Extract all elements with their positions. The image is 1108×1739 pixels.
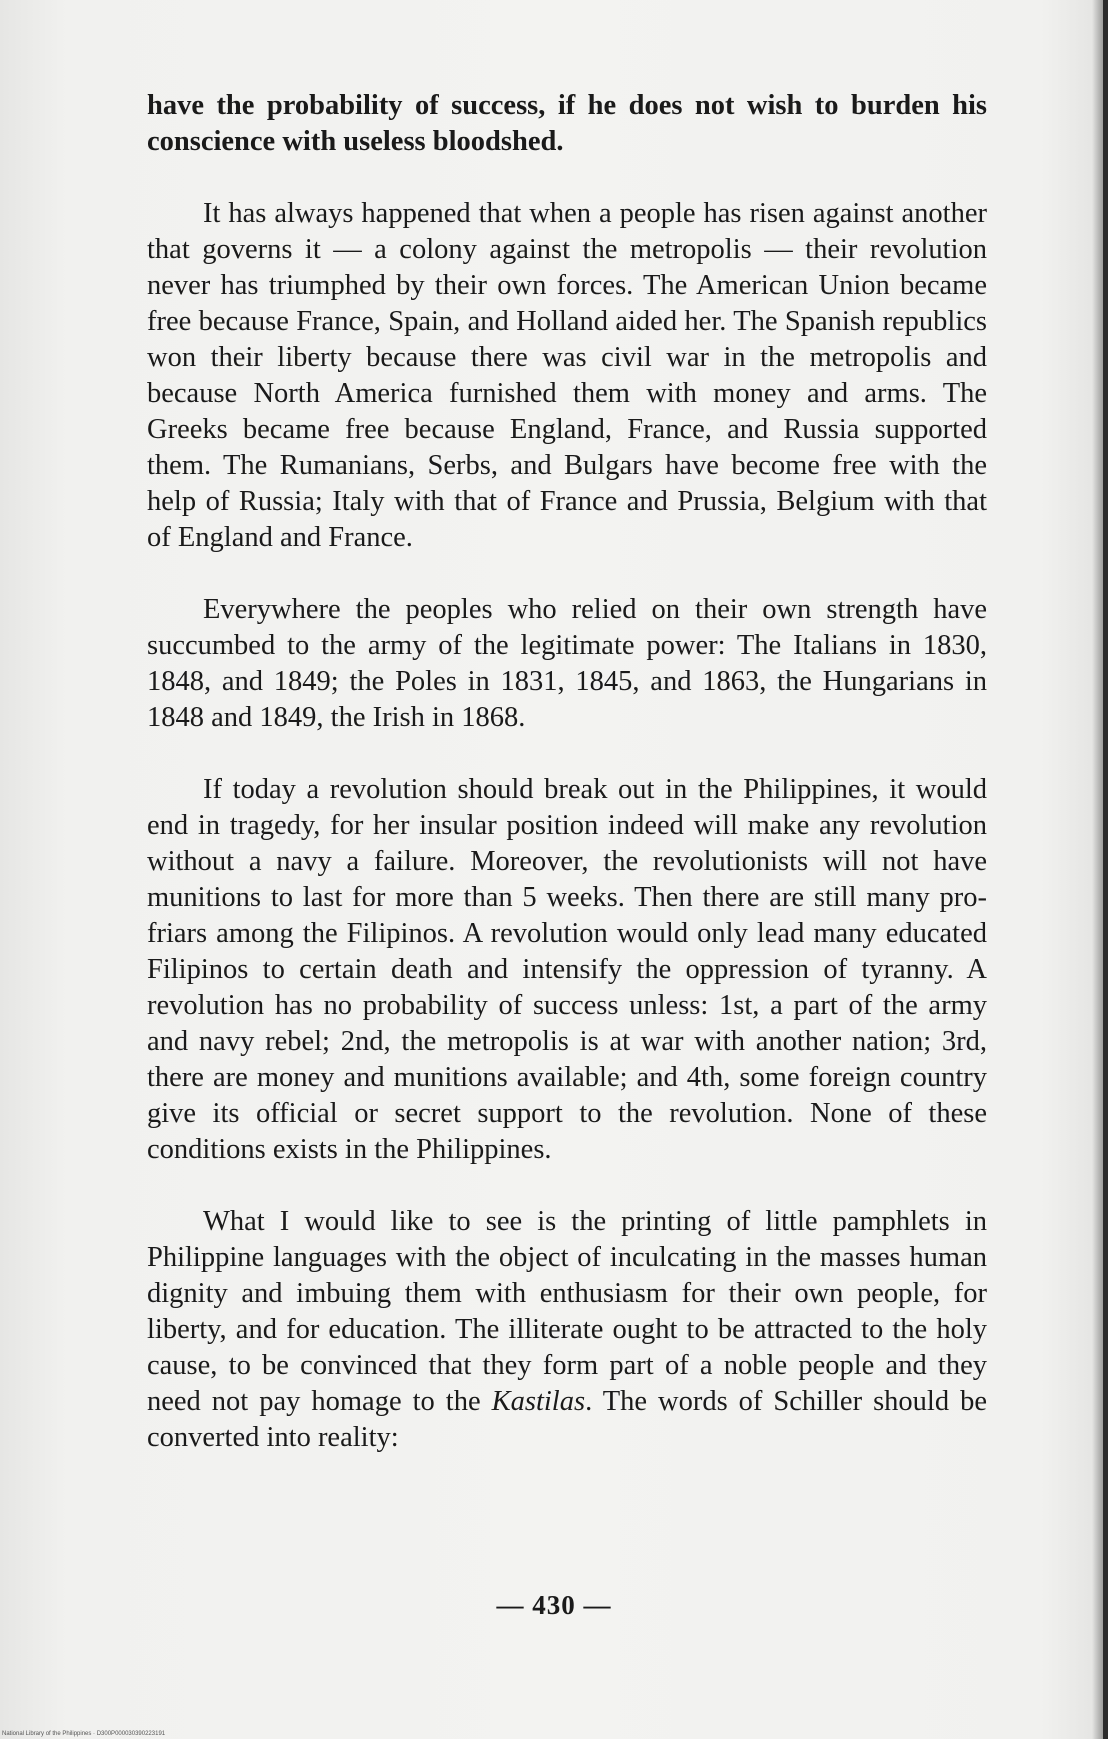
paragraph-revolutions-history: It has always happened that when a people has risen against another that governs it — a colony against the metropolis — their revolution never has triumphed by their own forces. The American Union became free because France, Spain, and Holland aided her. The Spanish republics won their liberty because there was civil war in the metropolis and because North America furnished them with money and arms. The Greeks became free because England, France, and Russia supported them. The Rumanians, Serbs, and Bulgars have become free with the help of Russia; Italy with that of France and Prussia, Belgium with that of England and France.	[147, 198, 987, 553]
archive-footer-label: National Library of the Philippines · D300P000030390223191	[2, 1731, 166, 1737]
paragraph-philippines: If today a revolution should break out in the Philippines, it would end in tragedy, for her insular position indeed will make any revolution without a navy a failure. Moreover, the revolutionists will not have munitions to last for more than 5 weeks. Then there are still many pro-friars among the Filipinos. A revolution would only lead many educated Filipinos to certain death and intensify the oppression of tyranny. A revolution has no probability of success unless: 1st, a part of the army and navy rebel; 2nd, the metropolis is at war with another nation; 3rd, there are money and munitions available; and 4th, some foreign country give its official or secret support to the revolution. None of these conditions exists in the Philippines.	[147, 774, 987, 1165]
paragraph-pamphlets	[147, 1204, 987, 1456]
page-number: — 430 —	[496, 1590, 612, 1620]
page-edge-border	[1103, 0, 1108, 1739]
pamphlets-italic-term: Kastilas	[491, 1386, 586, 1417]
pamphlets-text-start: What I would like to see is the printing of little pamphlets in Philippine languages with the object of inculcating in the masses human dignity and imbuing them with enthusiasm for their own people, for liberty, and for education. The illiterate ought to be attracted to the holy cause, to be convinced that they form part of a noble people and they need not pay homage to the	[147, 1206, 987, 1417]
paragraph-succumbed: Everywhere the peoples who relied on their own strength have succumbed to the army of the legitimate power: The Italians in 1830, 1848, and 1849; the Poles in 1831, 1845, and 1863, the Hungarians in 1848 and 1849, the Irish in 1868.	[147, 594, 987, 733]
pamphlets-text-end: . The words of Schiller should be converted into reality:	[147, 1386, 987, 1453]
paragraph-continuation: have the probability of success, if he does not wish to burden his conscience with useless bloodshed.	[147, 90, 987, 157]
body-text	[147, 88, 987, 1492]
